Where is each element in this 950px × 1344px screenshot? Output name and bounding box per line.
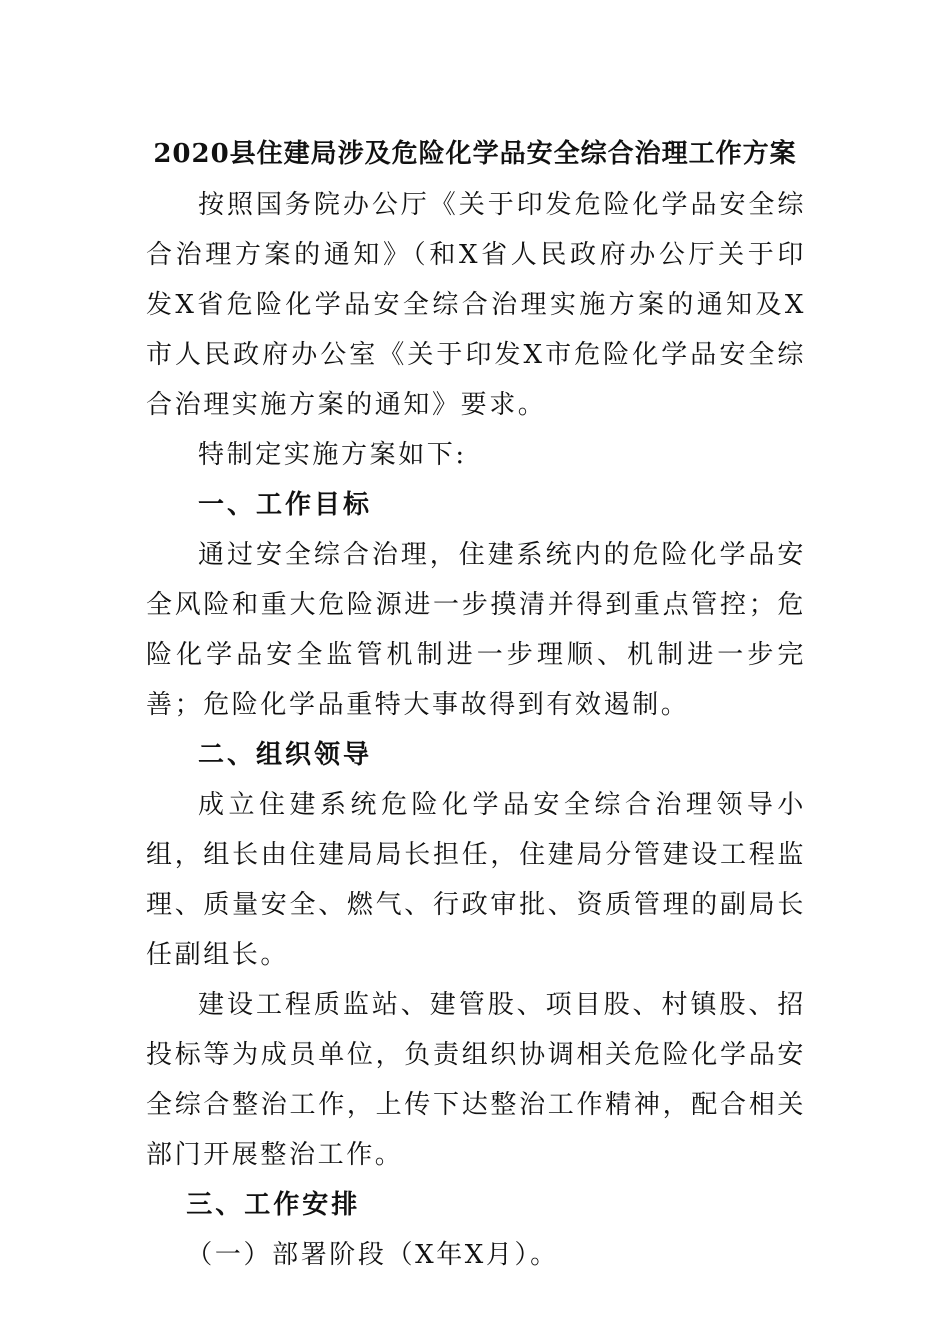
intro-followup-paragraph: 特制定实施方案如下: xyxy=(198,440,467,470)
section-heading-arrangement: 三、工作安排 xyxy=(186,1190,361,1220)
section-organization-text-1: 成立住建系统危险化学品安全综合治理领导小组，组长由住建局局长担任，住建局分管建设工程监理、质量安全、燃气、行政审批、资质管理的副局长任副组长。 xyxy=(146,790,806,970)
intro-paragraph: 按照国务院办公厅《关于印发危险化学品安全综合治理方案的通知》（和X省人民政府办公厅关于印发X省危险化学品安全综合治理实施方案的通知及X市人民政府办公室《关于印发X市危险化学品安全综合治理实施方案的通知》要求。 xyxy=(146,190,806,420)
subsection-deployment-stage: （一）部署阶段（X年X月）。 xyxy=(186,1240,559,1270)
section-heading-goals: 一、工作目标 xyxy=(198,490,373,520)
section-goals-text: 通过安全综合治理，住建系统内的危险化学品安全风险和重大危险源进一步摸清并得到重点管控；危险化学品安全监管机制进一步理顺、机制进一步完善；危险化学品重特大事故得到有效遏制。 xyxy=(146,540,806,720)
section-organization-text-2: 建设工程质监站、建管股、项目股、村镇股、招投标等为成员单位，负责组织协调相关危险化学品安全综合整治工作，上传下达整治工作精神，配合相关部门开展整治工作。 xyxy=(146,990,806,1170)
document-body xyxy=(146,180,806,1280)
document-title: 2020县住建局涉及危险化学品安全综合治理工作方案 xyxy=(153,139,797,169)
section-heading-organization: 二、组织领导 xyxy=(198,740,373,770)
